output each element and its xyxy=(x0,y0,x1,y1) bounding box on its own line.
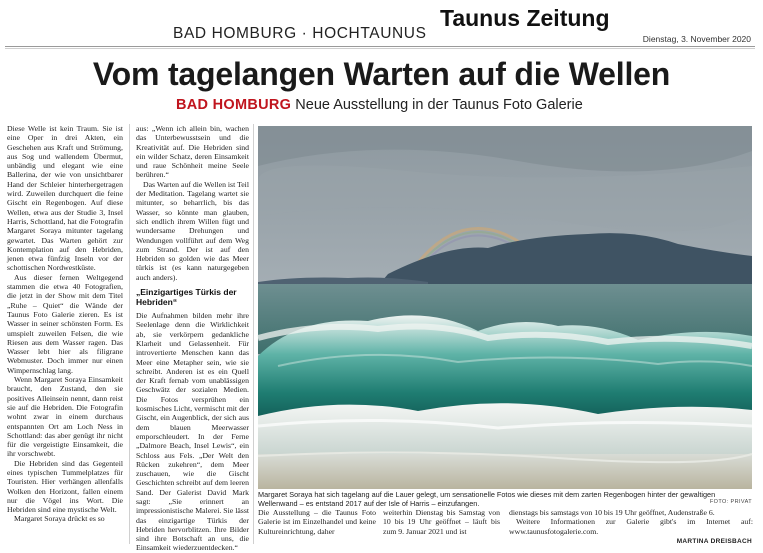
paragraph: Aus dieser fernen Weltgegend stammen die etwa 40 Fotografien, die jetzt in der Show mit dem Titel „Ruhe – Quiet“ die Wände der Taunus Foto Galerie zieren. Es ist Wasser in seiner schönsten Form. Es umspielt zuweilen Felsen, die wie Riesen aus dem Wasser ragen. Das Wasser lebt hier als filigrane Webmuster. Doch immer nur einen Wimpernschlag lang. xyxy=(7,272,123,375)
column-divider xyxy=(253,124,254,544)
photo-caption: Margaret Soraya hat sich tagelang auf die Lauer gelegt, um sensationelle Fotos wie dieses mit dem zarten Regenbogen hinter der gewaltigen Wellenwand – es entstand 2017 auf der Isle of Harris – einzufangen. xyxy=(258,490,716,508)
article-column-4 xyxy=(383,508,500,544)
header-rule-secondary xyxy=(5,48,755,49)
paragraph: aus: „Wenn ich allein bin, wachen das Unterbewusstsein und die Kreativität auf. Die Hebriden sind ein wilder Schatz, deren Einsamkeit und raue Schönheit meine Seele berühren.“ xyxy=(136,124,249,180)
article-column-2 xyxy=(136,124,249,553)
section-region-label: BAD HOMBURG · HOCHTAUNUS xyxy=(173,25,427,42)
issue-date: Dienstag, 3. November 2020 xyxy=(642,34,751,44)
wave-photo-illustration xyxy=(258,126,752,489)
article-author: MARTINA DREISBACH xyxy=(676,538,752,545)
paragraph: dienstags bis samstags von 10 bis 19 Uhr geöffnet, Audenstraße 6. xyxy=(509,508,715,517)
paragraph: Die Aufnahmen bilden mehr ihre Seelenlage denn die Wirklichkeit ab, sie verkörpern gedankliche Klarheit und Gelassenheit. Für introvertierte Menschen kann das Meer eine Metapher sein, wie sie schreibt. Anderen ist es ein Quell der Kraft fernab vom unablässigen Geschwätz der sozialen Medien. Die Fotos versprühen ein kosmisches Licht, vermischt mit der Gischt, ein Augenblick, der sich aus dem blauen Meerwasser emporschleudert. In der Ferne „Dalmore Beach, Insel Lewis“, ein Schloss aus Fels. „Der Welt den Rücken zukehren“, dem Meer zuschauen, wie die Gischt Geschichten schreibt auf dem leeren Sand. Der Galerist David Mark sagt: „Sie erinnert an impressionistische Malerei. Sie lässt das einzigartige Türkis der Hebriden hervorblitzen. Ihre Bilder sind ihre Botschaft an uns, die Einsamkeit wiederzuentdecken.“ xyxy=(136,311,249,553)
article-column-3 xyxy=(258,508,376,544)
article-kicker: BAD HOMBURG xyxy=(176,97,292,113)
paragraph: Das Warten auf die Wellen ist Teil der Meditation. Tagelang wartet sie mitunter, so beharrlich, bis das Wasser, so könnte man glauben, sich endlich ihrem Willen fügt und wundersame Drehungen und Wendungen vollführt auf dem Weg zum Strand. Der ist auf den Hebriden so golden wie das Meer türkis ist (es kann naturgegeben auch anders). xyxy=(136,179,249,282)
article-column-1 xyxy=(7,124,123,544)
wave-photo xyxy=(258,126,752,489)
paragraph: Wenn Margaret Soraya Einsamkeit braucht, den Zustand, den sie positives Alleinsein nennt, dann reist sie auf die Hebriden. Die Fotografin wohnt zwar in einem durchaus entspannten Ort am Loch Ness in Schottland: das aber genügt ihr nicht für die vergeistigte Einsamkeit, die ihr vorschwebt. xyxy=(7,375,123,459)
section-subheading: „Einzigartiges Türkis der Hebriden“ xyxy=(136,287,237,308)
paragraph: Die Ausstellung – die Taunus Foto Galerie ist im Einzelhandel und keine Kultureinrichtung, daher xyxy=(258,508,376,536)
header-rule xyxy=(5,46,755,47)
newspaper-brand: Taunus Zeitung xyxy=(440,5,610,31)
paragraph: Diese Welle ist kein Traum. Sie ist eine Oper in drei Akten, ein Geschehen aus Kraft und Strömung, aus Sog und wallendem Übermut, unbändig und elegant wie eine Ballerina, der wie von unsichtbarer Hand der Schleier hinterhergetragen wird. Zuweilen durchquert die feine Gischt ein Regenbogen. Auf diese Wellen, etwa aus der Studie 3, Insel Harris, Schottland, hat die Fotografin Margaret Soraya mitunter tagelang gewartet. Das Warten gehört zur Kontemplation auf den Hebriden, jenen etwa fünfzig Inseln vor der schottischen Nordwestküste. xyxy=(7,124,123,273)
photo-credit: FOTO: PRIVAT xyxy=(709,499,752,505)
article-headline: Vom tagelangen Warten auf die Wellen xyxy=(92,56,671,92)
column-divider xyxy=(129,124,130,544)
paragraph: Weitere Informationen zur Galerie gibt's im Internet auf: www.taunusfotogalerie.com. xyxy=(509,517,753,536)
article-subheadline-line xyxy=(176,97,583,113)
paragraph: Margaret Soraya drückt es so xyxy=(14,514,105,524)
article-subheadline: Neue Ausstellung in der Taunus Foto Galerie xyxy=(295,97,583,113)
paragraph: Die Hebriden sind das Gegenteil eines typischen Tummelplatzes für Touristen. Hier verhängen allenfalls Wolken den Horizont, fallen einem nur die Vögel ins Wort. Die Hebriden sind eine mystische Welt. xyxy=(7,458,123,515)
paragraph: weiterhin Dienstag bis Samstag von 10 bis 19 Uhr geöffnet – läuft bis zum 9. Januar 2021 und ist xyxy=(383,508,500,536)
